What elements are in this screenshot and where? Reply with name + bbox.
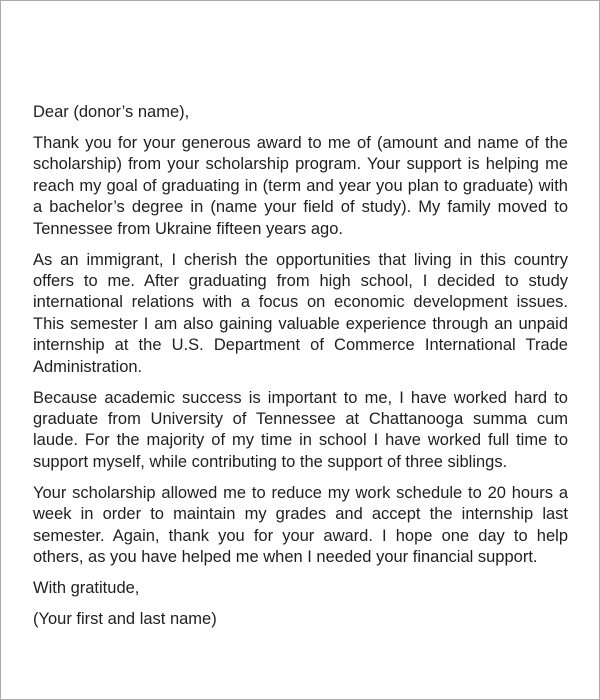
letter-body	[1, 1, 599, 631]
signature-placeholder: (Your first and last name)	[33, 610, 217, 629]
paragraph-award-thanks: Thank you for your generous award to me of (amount and name of the scholarship) from your scholarship program. Your support is helping me reach my goal of graduating in (term and year you plan to graduate) with a bachelor’s degree in (name your field of study). My family moved to Tennessee from Ukraine fifteen years ago.	[33, 134, 568, 238]
paragraph-immigrant-background: As an immigrant, I cherish the opportunities that living in this country offers to me. After graduating from high school, I decided to study international relations with a focus on economic development issues. This semester I am also gaining valuable experience through an unpaid internship at the U.S. Department of Commerce International Trade Administration.	[33, 250, 568, 376]
paragraph-academic-success: Because academic success is important to me, I have worked hard to graduate from University of Tennessee at Chattanooga summa cum laude. For the majority of my time in school I have worked full time to support myself, while contributing to the support of three siblings.	[33, 388, 568, 471]
closing: With gratitude,	[33, 579, 140, 598]
paragraph-scholarship-impact: Your scholarship allowed me to reduce my work schedule to 20 hours a week in order to maintain my grades and accept the internship last semester. Again, thank you for your award. I hope one day to help others, as you have helped me when I needed your financial support.	[33, 483, 568, 567]
salutation: Dear (donor’s name),	[33, 103, 190, 121]
